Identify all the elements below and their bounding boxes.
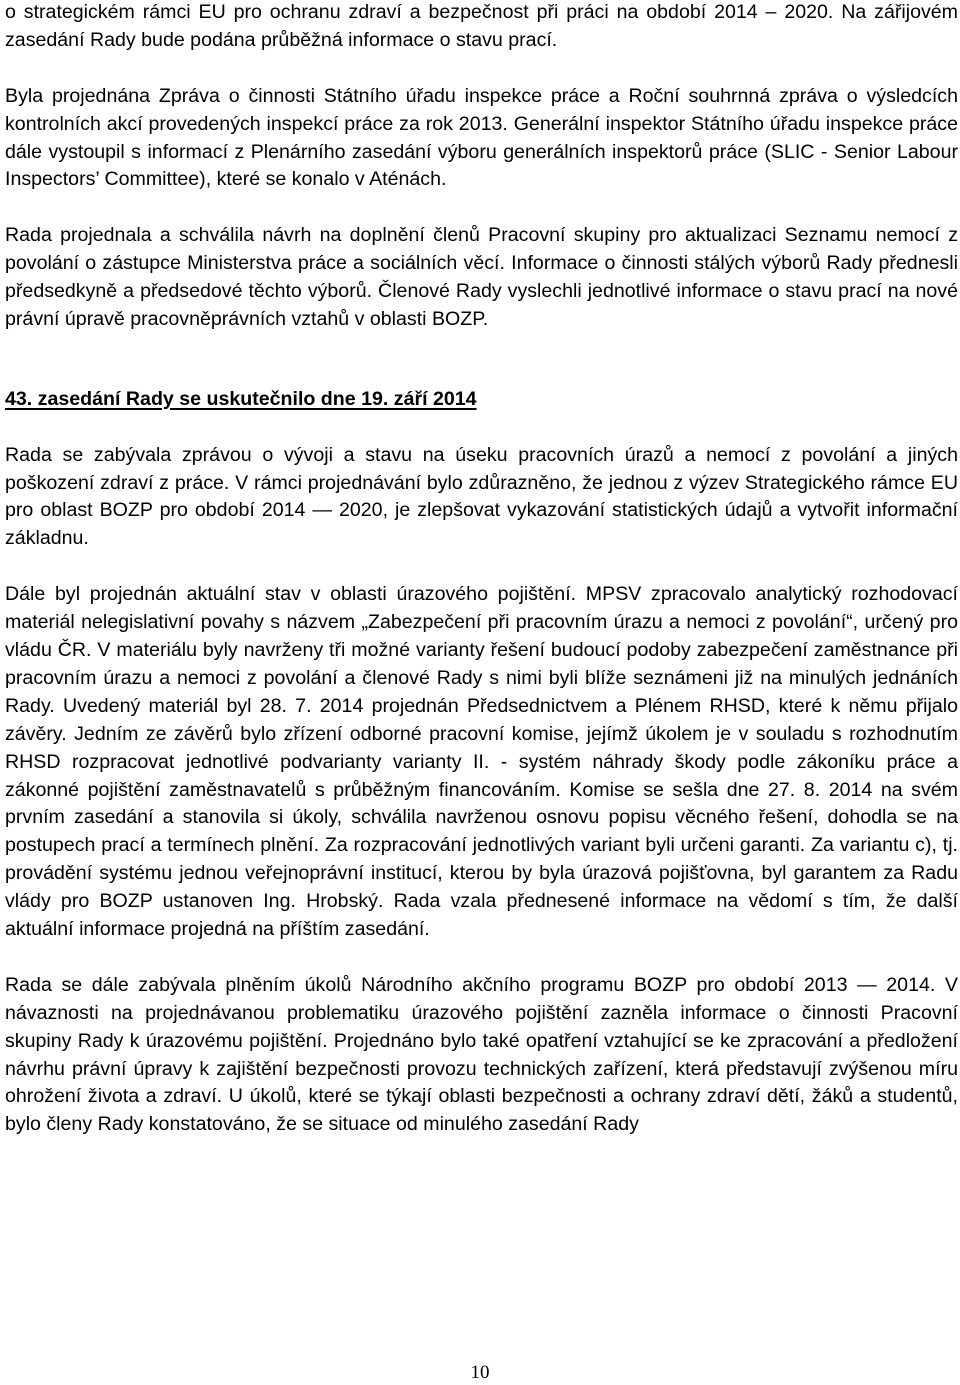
section-heading: 43. zasedání Rady se uskutečnilo dne 19. září 2014	[5, 387, 477, 410]
section-spacer	[5, 334, 958, 386]
paragraph: Byla projednána Zpráva o činnosti Státního úřadu inspekce práce a Roční souhrnná zpráva o výsledcích kontrolních akcí provedených inspekcí práce za rok 2013. Generální inspektor Státního úřadu inspekce práce dále vystoupil s informací z Plenárního zasedání výboru generálních inspektorů práce (SLIC - Senior Labour Inspectors’ Committee), které se konalo v Aténách.	[5, 84, 958, 191]
paragraph-spacer	[5, 414, 958, 442]
page-number: 10	[470, 1362, 490, 1383]
document-page	[5, 0, 958, 1139]
paragraph: Rada se zabývala zprávou o vývoji a stavu na úseku pracovních úrazů a nemocí z povolání a jiných poškození zdraví z práce. V rámci projednávání bylo zdůrazněno, že jednou z výzev Strategického rámce EU pro oblast BOZP pro období 2014 — 2020, je zlepšovat vykazování statistických údajů a vytvořit informační základnu.	[5, 443, 958, 550]
paragraph: Rada projednala a schválila návrh na doplnění členů Pracovní skupiny pro aktualizaci Seznamu nemocí z povolání o zástupce Ministerstva práce a sociálních věcí. Informace o činnosti stálých výborů Rady přednesli předsedkyně a předsedové těchto výborů. Členové Rady vyslechli jednotlivé informace o stavu prací na nové právní úpravě pracovněprávních vztahů v oblasti BOZP.	[5, 224, 958, 330]
paragraph-spacer	[5, 553, 958, 581]
paragraph: Dále byl projednán aktuální stav v oblasti úrazového pojištění. MPSV zpracovalo analytický rozhodovací materiál nelegislativní povahy s názvem „Zabezpečení při pracovním úrazu a nemoci z povolání“, určený pro vládu ČR. V materiálu byly navrženy tři možné varianty řešení budoucí podoby zabezpečení zaměstnance při pracovním úrazu a nemoci z povolání a členové Rady s nimi byli blíže seznámeni již na minulých jednáních Rady. Uvedený materiál byl 28. 7. 2014 projednán Předsednictvem a Plénem RHSD, které k němu přijalo závěry. Jedním ze závěrů bylo zřízení odborné pracovní komise, jejímž úkolem je v souladu s rozhodnutím RHSD rozpracovat jednotlivé podvarianty varianty II. - systém náhrady škody podle zákoníku práce a zákonné pojištění zaměstnavatelů s průběžným financováním. Komise se sešla dne 27. 8. 2014 na svém prvním zasedání a stanovila si úkoly, schválila navrženou osnovu popisu věcného řešení, dohodla se na postupech prací a termínech plnění. Za rozpracování jednotlivých variant byli určeni garanti. Za variantu c), tj. provádění systému jednou veřejnoprávní institucí, kterou by byla úrazová pojišťovna, byl garantem za Radu vlády pro BOZP ustanoven Ing. Hrobský. Rada vzala přednesené informace na vědomí s tím, že další aktuální informace projedná na příštím zasedání.	[5, 583, 958, 941]
paragraph-spacer	[5, 944, 958, 972]
paragraph: o strategickém rámci EU pro ochranu zdraví a bezpečnost při práci na období 2014 – 2020. Na zářijovém zasedání Rady bude podána průběžná informace o stavu prací.	[5, 1, 958, 51]
paragraph: Rada se dále zabývala plněním úkolů Národního akčního programu BOZP pro období 2013 — 2014. V návaznosti na projednávanou problematiku úrazového pojištění zazněla informace o činnosti Pracovní skupiny Rady k úrazovému pojištění. Projednáno bylo také opatření vztahující se ke zpracování a předložení návrhu právní úpravy k zajištění bezpečnosti provozu technických zařízení, která představují zvýšenou míru ohrožení života a zdraví. U úkolů, které se týkají oblasti bezpečnosti a ochrany zdraví dětí, žáků a studentů, bylo členy Rady konstatováno, že se situace od minulého zasedání Rady	[5, 973, 958, 1136]
paragraph-spacer	[5, 194, 958, 222]
paragraph-spacer	[5, 55, 958, 83]
